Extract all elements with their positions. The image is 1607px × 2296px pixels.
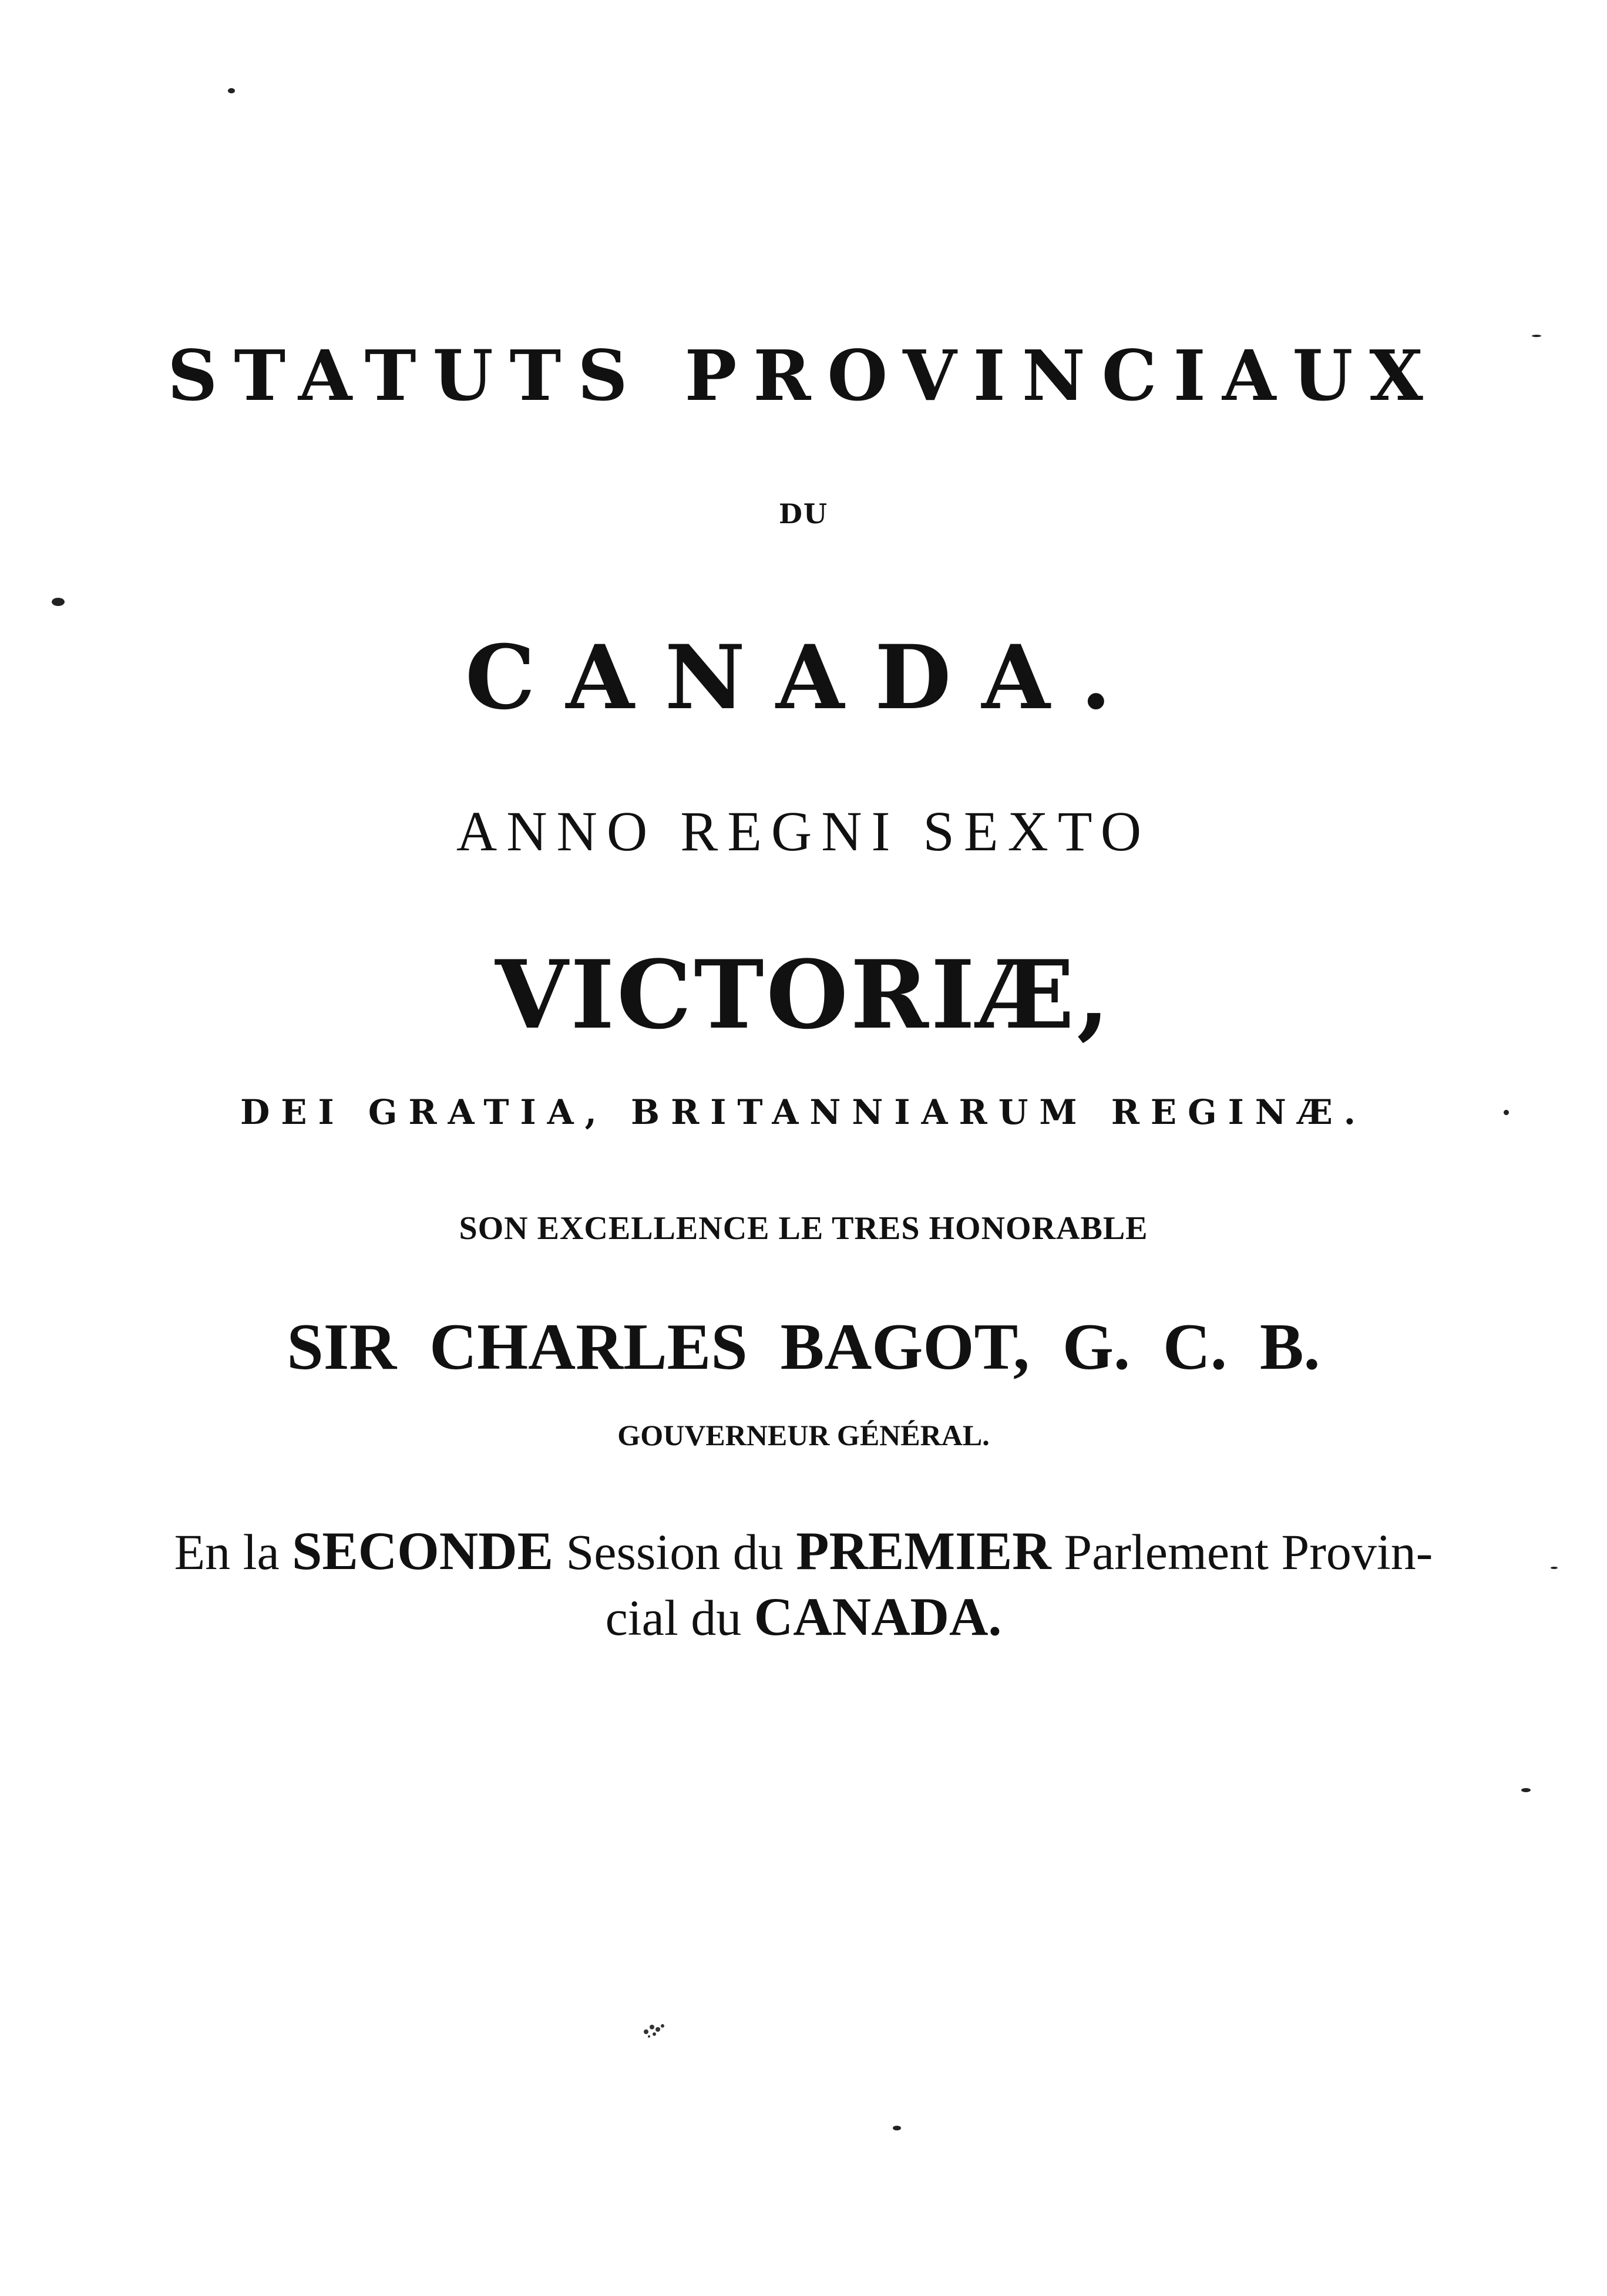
session-premier: PREMIER [796,1521,1051,1581]
session-text-3: Parlement Provin- [1051,1524,1433,1580]
session-canada: CANADA. [754,1587,1002,1647]
scan-speck [1521,1788,1531,1792]
scan-speck [1504,1110,1509,1115]
scan-speck [1551,1567,1558,1569]
session-seconde: SECONDE [292,1521,553,1581]
session-text-4: cial du [605,1590,754,1646]
governor-name: SIR CHARLES BAGOT, G. C. B. [287,1311,1320,1383]
title-connector: DU [778,498,828,530]
monarch-name: VICTORIÆ, [495,940,1112,1050]
session-text-2: Session du [553,1524,796,1580]
session-line-2 [0,1585,1607,1648]
document-title: STATUTS PROVINCIAUX [167,335,1440,416]
scan-speck [893,2126,901,2130]
governor-title: GOUVERNEUR GÉNÉRAL. [617,1419,990,1452]
scan-speck [1532,335,1541,337]
session-text-1: En la [174,1524,293,1580]
country-heading: CANADA. [465,626,1142,729]
scan-speck [228,88,235,93]
royal-style-line: DEI GRATIA, BRITANNIARUM REGINÆ. [240,1092,1367,1132]
scan-speck [52,598,65,606]
regnal-year-line: ANNO REGNI SEXTO [456,800,1151,863]
excellence-line: SON EXCELLENCE LE TRES HONORABLE [459,1210,1148,1247]
session-line-1 [0,1520,1607,1582]
printer-ornament-icon [641,2020,667,2040]
